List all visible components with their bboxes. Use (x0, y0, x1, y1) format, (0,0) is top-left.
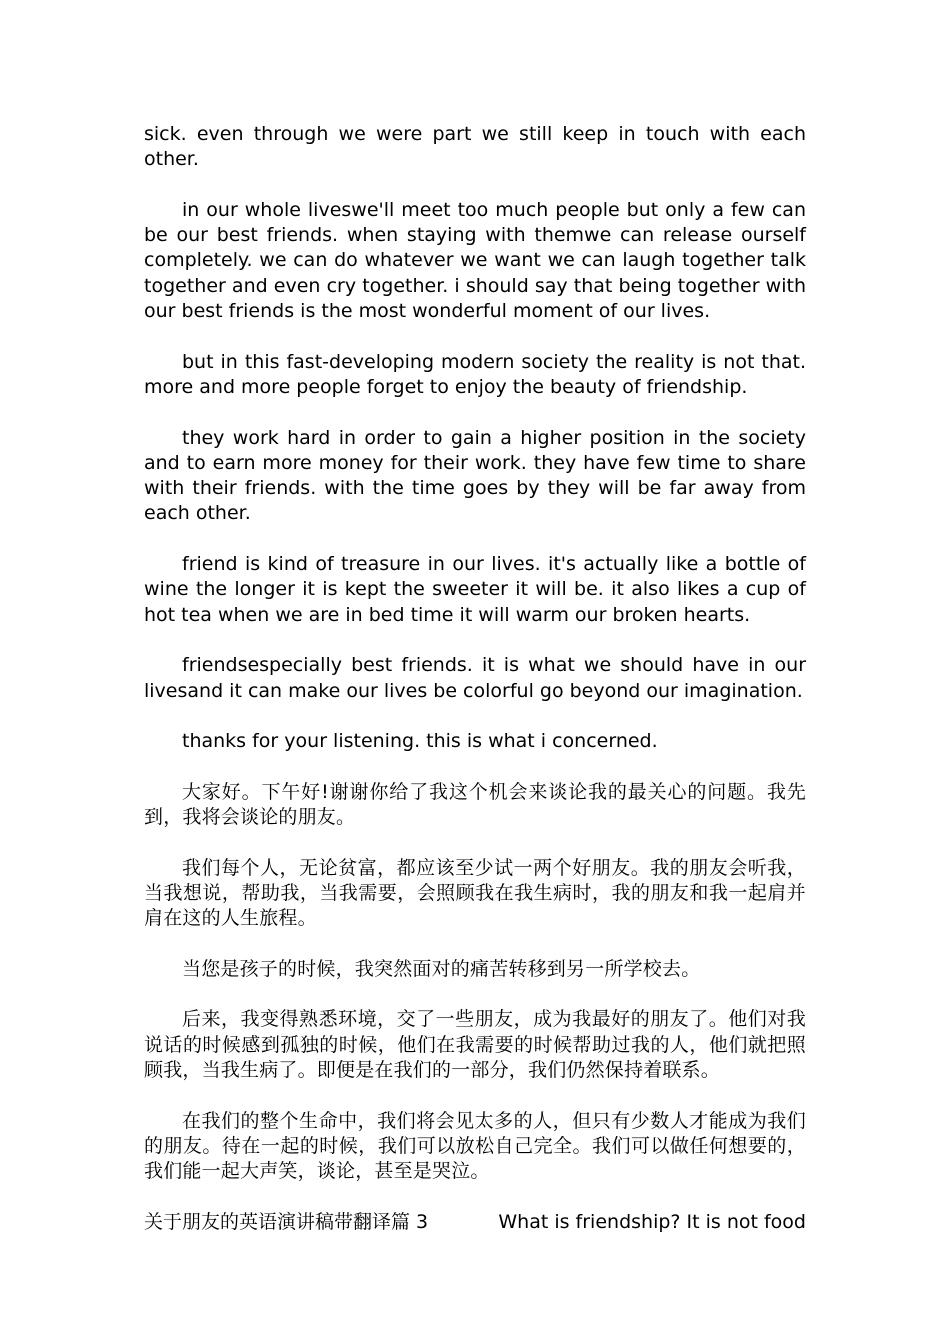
section-heading-line (144, 1210, 806, 1235)
document-page (144, 122, 806, 1235)
paragraph: but in this fast-developing modern society the reality is not that. more and more people forget to enjoy the beauty of friendship. (144, 350, 806, 398)
paragraph: thanks for your listening. this is what i concerned. (182, 730, 658, 753)
paragraph: 大家好。下午好!谢谢你给了我这个机会来谈论我的最关心的问题。我先到，我将会谈论的朋友。 (144, 780, 806, 829)
section-heading: 关于朋友的英语演讲稿带翻译篇 3 (144, 1210, 429, 1233)
paragraph: 后来，我变得熟悉环境，交了一些朋友，成为我最好的朋友了。他们对我说话的时候感到孤独的时候，他们在我需要的时候帮助过我的人，他们就把照顾我，当我生病了。即便是在我们的一部分，我们仍然保持着联系。 (144, 1008, 806, 1081)
paragraph: friend is kind of treasure in our lives. it's actually like a bottle of wine the longer it is kept the sweeter it will be. it also likes a cup of hot tea when we are in bed time it will warm our broken hearts. (144, 553, 806, 626)
paragraph: friendsespecially best friends. it is what we should have in our livesand it can make our lives be colorful go beyond our imagination. (144, 654, 806, 702)
paragraph: 当您是孩子的时候，我突然面对的痛苦转移到另一所学校去。 (182, 957, 701, 980)
paragraph: in our whole liveswe'll meet too much people but only a few can be our best friends. when staying with themwe can release ourself completely. we can do whatever we want we can laugh together talk together and even cry together. i should say that being together with our best friends is the most wonderful moment of our lives. (144, 198, 806, 323)
paragraph: 我们每个人，无论贫富，都应该至少试一两个好朋友。我的朋友会听我，当我想说，帮助我，当我需要，会照顾我在我生病时，我的朋友和我一起肩并肩在这的人生旅程。 (144, 856, 806, 930)
paragraph: sick. even through we were part we still keep in touch with each other. (144, 123, 806, 171)
section-start-text: What is friendship? It is not food (498, 1210, 806, 1233)
paragraph: they work hard in order to gain a higher position in the society and to earn more money for their work. they have few time to share with their friends. with the time goes by they will be far away from each other. (144, 426, 806, 525)
paragraph: 在我们的整个生命中，我们将会见太多的人，但只有少数人才能成为我们的朋友。待在一起的时候，我们可以放松自己完全。我们可以做任何想要的，我们能一起大声笑，谈论，甚至是哭泣。 (144, 1109, 806, 1183)
